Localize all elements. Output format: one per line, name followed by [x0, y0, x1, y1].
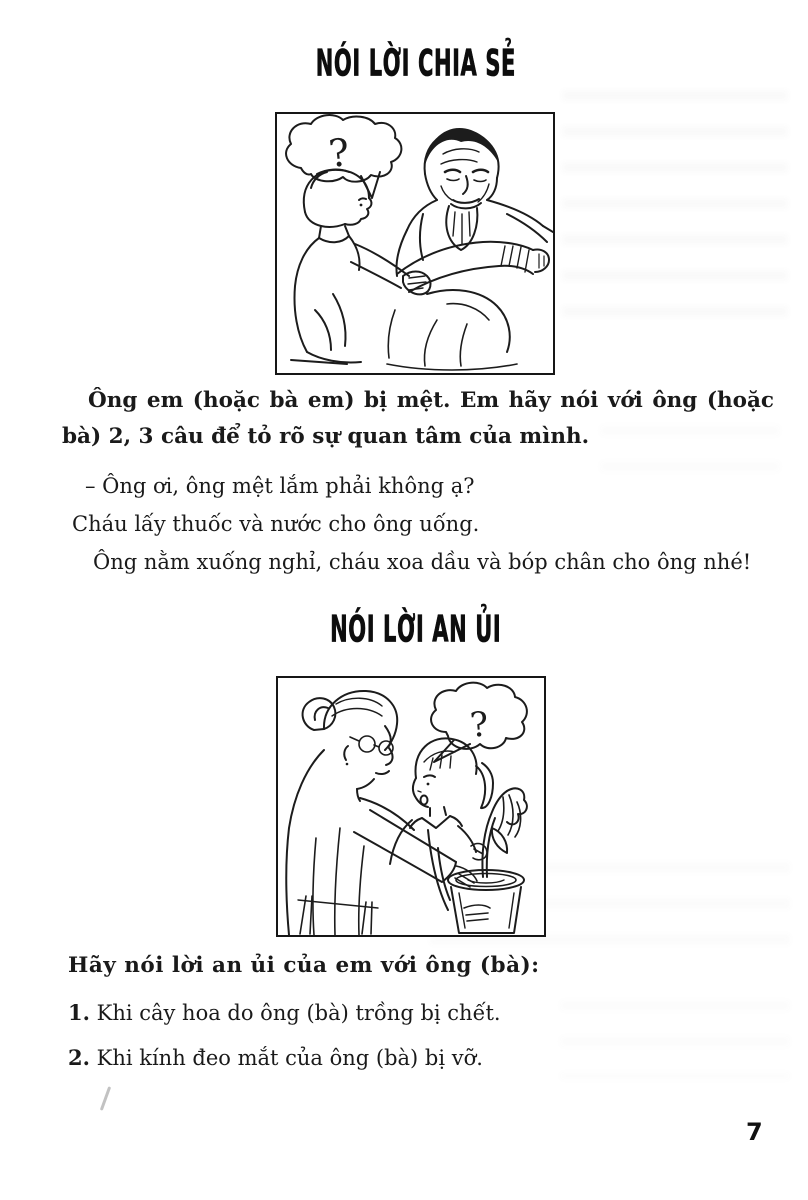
grandfather-boy-drawing	[277, 114, 553, 373]
illustration-grandfather-boy	[275, 112, 555, 375]
pencil-mark	[100, 1086, 111, 1111]
grandmother-girl-drawing	[278, 678, 544, 935]
question-mark-glyph: ?	[326, 130, 352, 176]
item-number: 1.	[68, 1000, 90, 1025]
section2-item-2	[68, 1043, 483, 1073]
wilted-plant-pot	[448, 788, 527, 933]
section1-answer-1: – Ông ơi, ông mệt lắm phải không ạ?	[85, 474, 475, 498]
section1-title-text: NÓI LỜI CHIA SẺ	[315, 42, 517, 85]
page-number: 7	[746, 1118, 763, 1146]
illustration-grandmother-girl	[276, 676, 546, 937]
question-mark-glyph: ?	[468, 704, 491, 746]
page-bleedthrough	[562, 90, 788, 318]
item-text: Khi cây hoa do ông (bà) trồng bị chết.	[96, 1001, 501, 1025]
boy-figure	[291, 170, 430, 364]
section2-item-1	[68, 998, 501, 1028]
section1-prompt: Ông em (hoặc bà em) bị mệt. Em hãy nói với ông (hoặc bà) 2, 3 câu để tỏ rõ sự quan tâm của mình.	[62, 388, 774, 449]
grandfather-figure	[387, 128, 553, 370]
page-bleedthrough	[560, 1000, 790, 1080]
item-text: Khi kính đeo mắt của ông (bà) bị vỡ.	[96, 1046, 483, 1070]
section2-title	[12, 610, 808, 650]
section1-answer-3: Ông nằm xuống nghỉ, cháu xoa dầu và bóp chân cho ông nhé!	[93, 550, 752, 574]
section2-title-text: NÓI LỜI AN ỦI	[330, 608, 502, 651]
item-number: 2.	[68, 1045, 90, 1070]
section1-title	[12, 44, 808, 84]
section1-answer-2: Cháu lấy thuốc và nước cho ông uống.	[72, 512, 480, 536]
section2-prompt: Hãy nói lời an ủi của em với ông (bà):	[68, 953, 540, 978]
girl-figure	[390, 738, 493, 921]
